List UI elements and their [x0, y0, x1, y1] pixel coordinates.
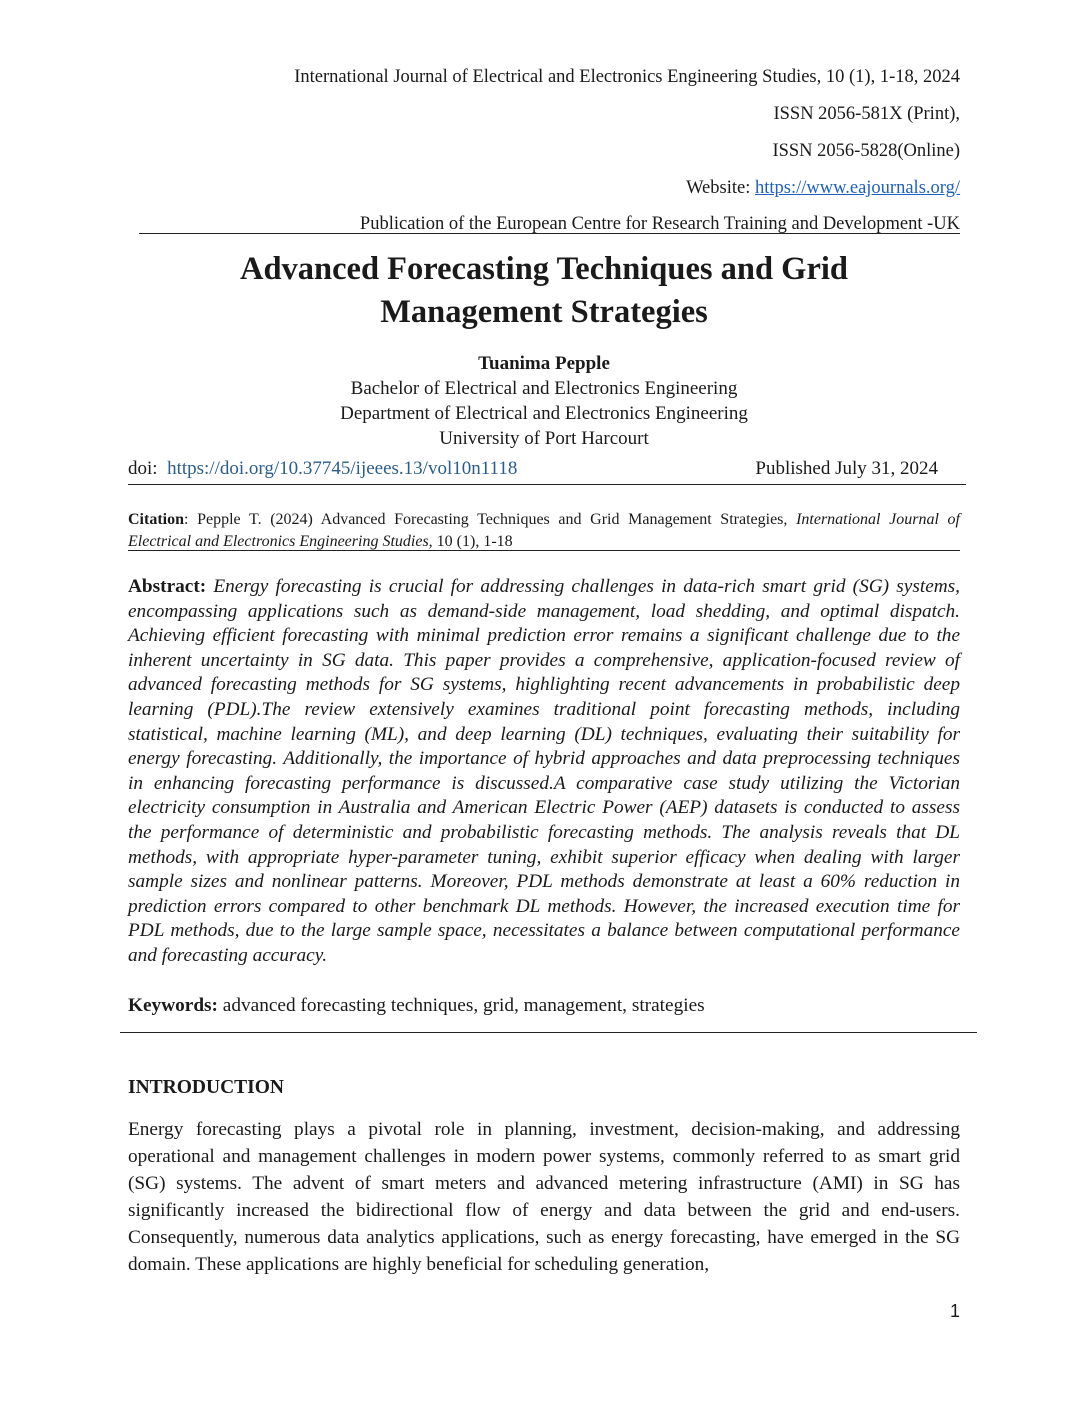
citation-pages: , 10 (1), 1-18 [428, 533, 513, 550]
keywords-label: Keywords: [128, 995, 218, 1016]
affiliation-degree: Bachelor of Electrical and Electronics Engineering [350, 378, 738, 399]
issn-print: ISSN 2056-581X (Print), [773, 104, 960, 124]
citation-rule [128, 550, 960, 551]
paper-title-line2: Management Strategies [380, 294, 708, 330]
abstract-text: Energy forecasting is crucial for addressing challenges in data-rich smart grid (SG) systems, encompassing applications such as demand-side management, load shedding, and optimal dispatch. Achieving efficient forecasting with minimal prediction error remains a significant challenge due to the inherent uncertainty in SG data. This paper provides a comprehensive, application-focused review of advanced forecasting methods for SG systems, highlighting recent advancements in probabilistic deep learning (PDL).The review extensively examines traditional point forecasting methods, including statistical, machine learning (ML), and deep learning (DL) techniques, evaluating their suitability for energy forecasting. Additionally, the importance of hybrid approaches and data preprocessing techniques in enhancing forecasting performance is discussed.A comparative case study utilizing the Victorian electricity consumption in Australia and American Electric Power (AEP) datasets is conducted to assess the performance of deterministic and probabilistic forecasting methods. The analysis reveals that DL methods, with appropriate hyper-parameter tuning, exhibit superior efficacy when dealing with larger sample sizes and nonlinear patterns. Moreover, PDL methods demonstrate at least a 60% reduction in prediction errors compared to other benchmark DL methods. However, the increased execution time for PDL methods, due to the large sample space, necessitates a balance between computational performance and forecasting accuracy. [128, 576, 960, 966]
affiliation-department: Department of Electrical and Electronics Engineering [340, 403, 748, 424]
citation-text: : Pepple T. (2024) Advanced Forecasting Techniques and Grid Management Strategies, [184, 511, 797, 528]
doi-link[interactable]: https://doi.org/10.37745/ijeees.13/vol10n1118 [167, 458, 518, 479]
doi-line [128, 457, 517, 481]
introduction-paragraph: Energy forecasting plays a pivotal role in planning, investment, decision-making, and addressing operational and management challenges in modern power systems, commonly referred to as smart grid (SG) systems. The advent of smart meters and advanced metering infrastructure (AMI) in SG has significantly increased the bidirectional flow of energy and data between the grid and end-users. Consequently, numerous data analytics applications, such as energy forecasting, have emerged in the SG domain. These applications are highly beneficial for scheduling generation, [128, 1119, 960, 1275]
keywords-text: advanced forecasting techniques, grid, management, strategies [222, 995, 705, 1016]
abstract-rule [120, 1032, 977, 1033]
citation [128, 509, 960, 553]
header-rule [139, 233, 960, 234]
citation-journal: International Journal of Electrical and Electronics Engineering Studies [128, 511, 961, 550]
website-link[interactable]: https://www.eajournals.org/ [754, 178, 960, 198]
citation-label: Citation [128, 511, 184, 528]
section-heading-introduction: INTRODUCTION [128, 1077, 285, 1098]
website-line [686, 177, 960, 199]
paper-title-line1: Advanced Forecasting Techniques and Grid [240, 251, 848, 287]
abstract [128, 575, 960, 969]
publisher-line: Publication of the European Centre for Research Training and Development -UK [359, 214, 960, 234]
journal-line: International Journal of Electrical and Electronics Engineering Studies, 10 (1), 1-18, 2024 [294, 67, 960, 87]
doi-rule [128, 484, 966, 485]
website-label: Website: [686, 178, 755, 198]
issn-online: ISSN 2056-5828(Online) [772, 141, 960, 161]
published-date: Published July 31, 2024 [755, 458, 938, 479]
author-name: Tuanima Pepple [478, 353, 610, 374]
doi-label: doi: [128, 458, 158, 479]
affiliation-university: University of Port Harcourt [439, 428, 649, 449]
abstract-label: Abstract: [128, 576, 207, 597]
page-number: 1 [949, 1301, 960, 1321]
keywords-line [128, 994, 705, 1018]
